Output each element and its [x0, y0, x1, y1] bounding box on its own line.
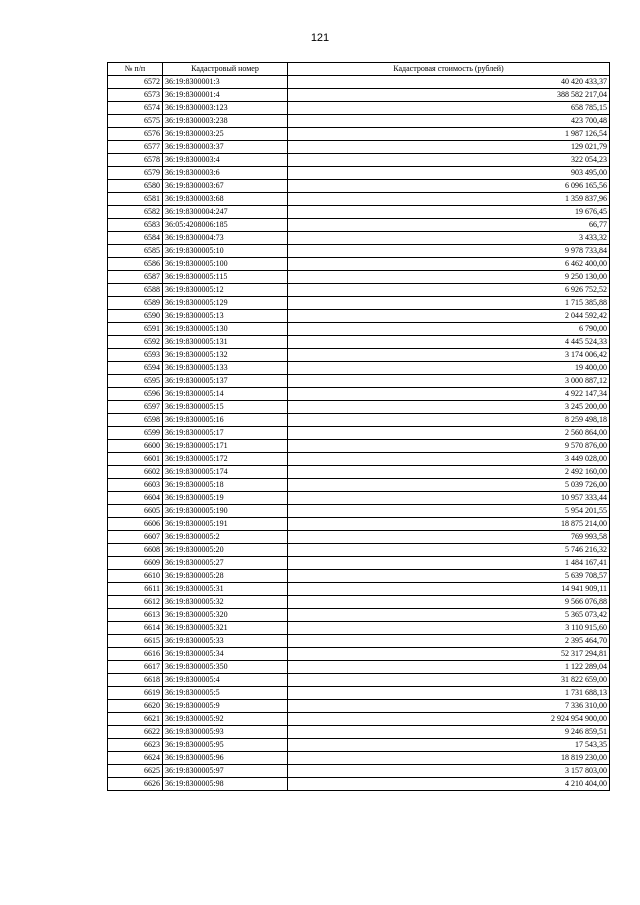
cadastral-value-cell: 1 731 688,13 [288, 687, 610, 700]
cadastral-number-cell: 36:19:8300005:31 [163, 583, 288, 596]
table-row [108, 778, 610, 791]
table-row [108, 531, 610, 544]
cadastral-value-cell: 1 359 837,96 [288, 193, 610, 206]
cadastral-value-cell: 2 924 954 900,00 [288, 713, 610, 726]
table-row [108, 427, 610, 440]
table-row [108, 141, 610, 154]
cadastral-number-cell: 36:19:8300005:96 [163, 752, 288, 765]
row-number-cell: 6623 [108, 739, 163, 752]
cadastral-number-cell: 36:19:8300005:191 [163, 518, 288, 531]
table-row [108, 323, 610, 336]
cadastral-number-cell: 36:19:8300005:34 [163, 648, 288, 661]
cadastral-number-cell: 36:19:8300005:133 [163, 362, 288, 375]
table-row [108, 375, 610, 388]
row-number-cell: 6575 [108, 115, 163, 128]
row-number-cell: 6605 [108, 505, 163, 518]
row-number-cell: 6581 [108, 193, 163, 206]
cadastral-number-cell: 36:19:8300003:238 [163, 115, 288, 128]
cadastral-number-cell: 36:19:8300005:33 [163, 635, 288, 648]
cadastral-number-cell: 36:19:8300005:93 [163, 726, 288, 739]
cadastral-value-cell: 322 054,23 [288, 154, 610, 167]
cadastral-value-cell: 9 978 733,84 [288, 245, 610, 258]
cadastral-value-cell: 2 395 464,70 [288, 635, 610, 648]
cadastral-number-cell: 36:19:8300005:321 [163, 622, 288, 635]
cadastral-value-cell: 6 790,00 [288, 323, 610, 336]
cadastral-number-cell: 36:19:8300003:6 [163, 167, 288, 180]
cadastral-value-cell: 1 484 167,41 [288, 557, 610, 570]
cadastral-value-cell: 9 566 076,88 [288, 596, 610, 609]
table-row [108, 570, 610, 583]
cadastral-value-cell: 5 365 073,42 [288, 609, 610, 622]
cadastral-number-cell: 36:19:8300004:247 [163, 206, 288, 219]
row-number-cell: 6590 [108, 310, 163, 323]
cadastral-number-cell: 36:19:8300005:10 [163, 245, 288, 258]
table-row [108, 440, 610, 453]
row-number-cell: 6611 [108, 583, 163, 596]
cadastral-number-cell: 36:19:8300005:320 [163, 609, 288, 622]
table-row [108, 674, 610, 687]
cadastral-number-cell: 36:19:8300005:100 [163, 258, 288, 271]
row-number-cell: 6584 [108, 232, 163, 245]
cadastral-value-cell: 19 400,00 [288, 362, 610, 375]
row-number-cell: 6578 [108, 154, 163, 167]
table-row [108, 414, 610, 427]
table-row [108, 544, 610, 557]
table-body [108, 76, 610, 791]
cadastral-value-cell: 18 875 214,00 [288, 518, 610, 531]
cadastral-value-cell: 52 317 294,81 [288, 648, 610, 661]
cadastral-number-cell: 36:19:8300003:4 [163, 154, 288, 167]
cadastral-number-cell: 36:19:8300005:27 [163, 557, 288, 570]
row-number-cell: 6587 [108, 271, 163, 284]
cadastral-number-cell: 36:19:8300003:68 [163, 193, 288, 206]
row-number-cell: 6599 [108, 427, 163, 440]
cadastral-number-cell: 36:19:8300005:13 [163, 310, 288, 323]
cadastral-value-cell: 5 639 708,57 [288, 570, 610, 583]
cadastral-value-cell: 3 433,32 [288, 232, 610, 245]
page-number: 121 [310, 32, 330, 44]
cadastral-value-cell: 4 210 404,00 [288, 778, 610, 791]
table-row [108, 128, 610, 141]
row-number-cell: 6617 [108, 661, 163, 674]
cadastral-number-cell: 36:19:8300005:18 [163, 479, 288, 492]
cadastral-number-cell: 36:19:8300005:92 [163, 713, 288, 726]
cadastral-number-cell: 36:19:8300003:37 [163, 141, 288, 154]
row-number-cell: 6601 [108, 453, 163, 466]
row-number-cell: 6593 [108, 349, 163, 362]
cadastral-value-cell: 31 822 659,00 [288, 674, 610, 687]
table-row [108, 583, 610, 596]
row-number-cell: 6615 [108, 635, 163, 648]
cadastral-number-cell: 36:19:8300005:137 [163, 375, 288, 388]
cadastral-value-cell: 5 039 726,00 [288, 479, 610, 492]
table-row [108, 76, 610, 89]
table-row [108, 713, 610, 726]
table-row [108, 206, 610, 219]
row-number-cell: 6573 [108, 89, 163, 102]
table-row [108, 687, 610, 700]
table-row [108, 193, 610, 206]
row-number-cell: 6580 [108, 180, 163, 193]
cadastral-value-cell: 2 560 864,00 [288, 427, 610, 440]
cadastral-number-cell: 36:19:8300003:123 [163, 102, 288, 115]
cadastral-value-cell: 8 259 498,18 [288, 414, 610, 427]
table-header-row [108, 63, 610, 76]
cadastral-number-cell: 36:19:8300005:97 [163, 765, 288, 778]
cadastral-number-cell: 36:19:8300005:129 [163, 297, 288, 310]
table-row [108, 284, 610, 297]
cadastral-value-cell: 9 570 876,00 [288, 440, 610, 453]
cadastral-value-cell: 5 746 216,32 [288, 544, 610, 557]
table-row [108, 466, 610, 479]
cadastral-value-cell: 6 096 165,56 [288, 180, 610, 193]
cadastral-value-cell: 903 495,00 [288, 167, 610, 180]
row-number-cell: 6586 [108, 258, 163, 271]
cadastral-number-cell: 36:19:8300005:4 [163, 674, 288, 687]
cadastral-number-cell: 36:19:8300005:131 [163, 336, 288, 349]
table-row [108, 401, 610, 414]
cadastral-number-cell: 36:19:8300005:17 [163, 427, 288, 440]
cadastral-value-cell: 14 941 909,11 [288, 583, 610, 596]
table-row [108, 232, 610, 245]
cadastral-value-cell: 3 449 028,00 [288, 453, 610, 466]
cadastral-value-cell: 19 676,45 [288, 206, 610, 219]
cadastral-number-cell: 36:19:8300004:73 [163, 232, 288, 245]
table-row [108, 362, 610, 375]
row-number-cell: 6624 [108, 752, 163, 765]
cadastral-value-cell: 1 987 126,54 [288, 128, 610, 141]
cadastral-number-cell: 36:19:8300005:171 [163, 440, 288, 453]
header-cadastral-value: Кадастровая стоимость (рублей) [288, 63, 610, 76]
cadastral-number-cell: 36:19:8300005:2 [163, 531, 288, 544]
cadastral-number-cell: 36:19:8300005:350 [163, 661, 288, 674]
row-number-cell: 6574 [108, 102, 163, 115]
cadastral-number-cell: 36:19:8300005:20 [163, 544, 288, 557]
table-row [108, 310, 610, 323]
row-number-cell: 6583 [108, 219, 163, 232]
cadastral-number-cell: 36:19:8300005:98 [163, 778, 288, 791]
table-row [108, 557, 610, 570]
header-row-number: № п/п [108, 63, 163, 76]
row-number-cell: 6619 [108, 687, 163, 700]
row-number-cell: 6597 [108, 401, 163, 414]
table-row [108, 765, 610, 778]
table-row [108, 297, 610, 310]
table-row [108, 752, 610, 765]
cadastral-value-cell: 388 582 217,04 [288, 89, 610, 102]
cadastral-value-cell: 3 174 006,42 [288, 349, 610, 362]
cadastral-number-cell: 36:19:8300003:25 [163, 128, 288, 141]
cadastral-value-cell: 3 157 803,00 [288, 765, 610, 778]
table-row [108, 492, 610, 505]
table-row [108, 102, 610, 115]
cadastral-number-cell: 36:19:8300005:19 [163, 492, 288, 505]
row-number-cell: 6585 [108, 245, 163, 258]
row-number-cell: 6618 [108, 674, 163, 687]
table-row [108, 635, 610, 648]
cadastral-number-cell: 36:19:8300001:3 [163, 76, 288, 89]
table-row [108, 258, 610, 271]
table-row [108, 349, 610, 362]
cadastral-number-cell: 36:19:8300005:9 [163, 700, 288, 713]
cadastral-number-cell: 36:19:8300005:15 [163, 401, 288, 414]
table-row [108, 609, 610, 622]
table-row [108, 167, 610, 180]
cadastral-number-cell: 36:19:8300005:95 [163, 739, 288, 752]
cadastral-number-cell: 36:19:8300005:16 [163, 414, 288, 427]
cadastral-number-cell: 36:19:8300005:32 [163, 596, 288, 609]
cadastral-value-cell: 3 000 887,12 [288, 375, 610, 388]
row-number-cell: 6606 [108, 518, 163, 531]
row-number-cell: 6589 [108, 297, 163, 310]
row-number-cell: 6582 [108, 206, 163, 219]
row-number-cell: 6616 [108, 648, 163, 661]
cadastral-value-cell: 66,77 [288, 219, 610, 232]
row-number-cell: 6621 [108, 713, 163, 726]
cadastral-number-cell: 36:19:8300005:14 [163, 388, 288, 401]
cadastral-value-cell: 40 420 433,37 [288, 76, 610, 89]
cadastral-value-cell: 2 044 592,42 [288, 310, 610, 323]
cadastral-number-cell: 36:19:8300005:130 [163, 323, 288, 336]
row-number-cell: 6576 [108, 128, 163, 141]
row-number-cell: 6626 [108, 778, 163, 791]
row-number-cell: 6579 [108, 167, 163, 180]
cadastral-value-cell: 3 245 200,00 [288, 401, 610, 414]
cadastral-number-cell: 36:19:8300005:28 [163, 570, 288, 583]
row-number-cell: 6572 [108, 76, 163, 89]
table-row [108, 115, 610, 128]
cadastral-value-table [107, 62, 610, 791]
table-row [108, 739, 610, 752]
cadastral-value-cell: 1 122 289,04 [288, 661, 610, 674]
cadastral-number-cell: 36:19:8300005:132 [163, 349, 288, 362]
row-number-cell: 6612 [108, 596, 163, 609]
cadastral-value-cell: 3 110 915,60 [288, 622, 610, 635]
table-row [108, 622, 610, 635]
cadastral-number-cell: 36:19:8300005:115 [163, 271, 288, 284]
table-row [108, 518, 610, 531]
row-number-cell: 6604 [108, 492, 163, 505]
cadastral-number-cell: 36:19:8300005:5 [163, 687, 288, 700]
cadastral-number-cell: 36:19:8300005:172 [163, 453, 288, 466]
table-row [108, 726, 610, 739]
cadastral-value-cell: 6 926 752,52 [288, 284, 610, 297]
cadastral-value-cell: 1 715 385,88 [288, 297, 610, 310]
row-number-cell: 6592 [108, 336, 163, 349]
cadastral-value-cell: 423 700,48 [288, 115, 610, 128]
row-number-cell: 6614 [108, 622, 163, 635]
table-row [108, 245, 610, 258]
cadastral-number-cell: 36:19:8300005:190 [163, 505, 288, 518]
table-row [108, 453, 610, 466]
row-number-cell: 6598 [108, 414, 163, 427]
table-row [108, 336, 610, 349]
cadastral-value-cell: 9 246 859,51 [288, 726, 610, 739]
table-row [108, 89, 610, 102]
table-row [108, 648, 610, 661]
row-number-cell: 6610 [108, 570, 163, 583]
cadastral-number-cell: 36:19:8300005:12 [163, 284, 288, 297]
table-row [108, 388, 610, 401]
cadastral-value-cell: 5 954 201,55 [288, 505, 610, 518]
row-number-cell: 6588 [108, 284, 163, 297]
cadastral-value-cell: 9 250 130,00 [288, 271, 610, 284]
row-number-cell: 6596 [108, 388, 163, 401]
row-number-cell: 6602 [108, 466, 163, 479]
row-number-cell: 6595 [108, 375, 163, 388]
table-row [108, 271, 610, 284]
row-number-cell: 6622 [108, 726, 163, 739]
cadastral-value-cell: 658 785,15 [288, 102, 610, 115]
row-number-cell: 6594 [108, 362, 163, 375]
table-row [108, 479, 610, 492]
table-row [108, 180, 610, 193]
header-cadastral-number: Кадастровый номер [163, 63, 288, 76]
table-row [108, 154, 610, 167]
cadastral-number-cell: 36:19:8300005:174 [163, 466, 288, 479]
cadastral-value-cell: 129 021,79 [288, 141, 610, 154]
table-row [108, 596, 610, 609]
cadastral-value-cell: 6 462 400,00 [288, 258, 610, 271]
table-row [108, 219, 610, 232]
row-number-cell: 6608 [108, 544, 163, 557]
row-number-cell: 6613 [108, 609, 163, 622]
cadastral-value-cell: 18 819 230,00 [288, 752, 610, 765]
row-number-cell: 6609 [108, 557, 163, 570]
cadastral-number-cell: 36:05:4208006:185 [163, 219, 288, 232]
cadastral-value-cell: 7 336 310,00 [288, 700, 610, 713]
row-number-cell: 6600 [108, 440, 163, 453]
cadastral-value-cell: 2 492 160,00 [288, 466, 610, 479]
row-number-cell: 6603 [108, 479, 163, 492]
cadastral-number-cell: 36:19:8300003:67 [163, 180, 288, 193]
cadastral-value-cell: 17 543,35 [288, 739, 610, 752]
table-row [108, 505, 610, 518]
cadastral-value-cell: 4 445 524,33 [288, 336, 610, 349]
row-number-cell: 6591 [108, 323, 163, 336]
row-number-cell: 6625 [108, 765, 163, 778]
table-row [108, 661, 610, 674]
cadastral-value-cell: 4 922 147,34 [288, 388, 610, 401]
row-number-cell: 6577 [108, 141, 163, 154]
row-number-cell: 6620 [108, 700, 163, 713]
cadastral-number-cell: 36:19:8300001:4 [163, 89, 288, 102]
table-row [108, 700, 610, 713]
cadastral-value-cell: 769 993,58 [288, 531, 610, 544]
cadastral-value-cell: 10 957 333,44 [288, 492, 610, 505]
row-number-cell: 6607 [108, 531, 163, 544]
